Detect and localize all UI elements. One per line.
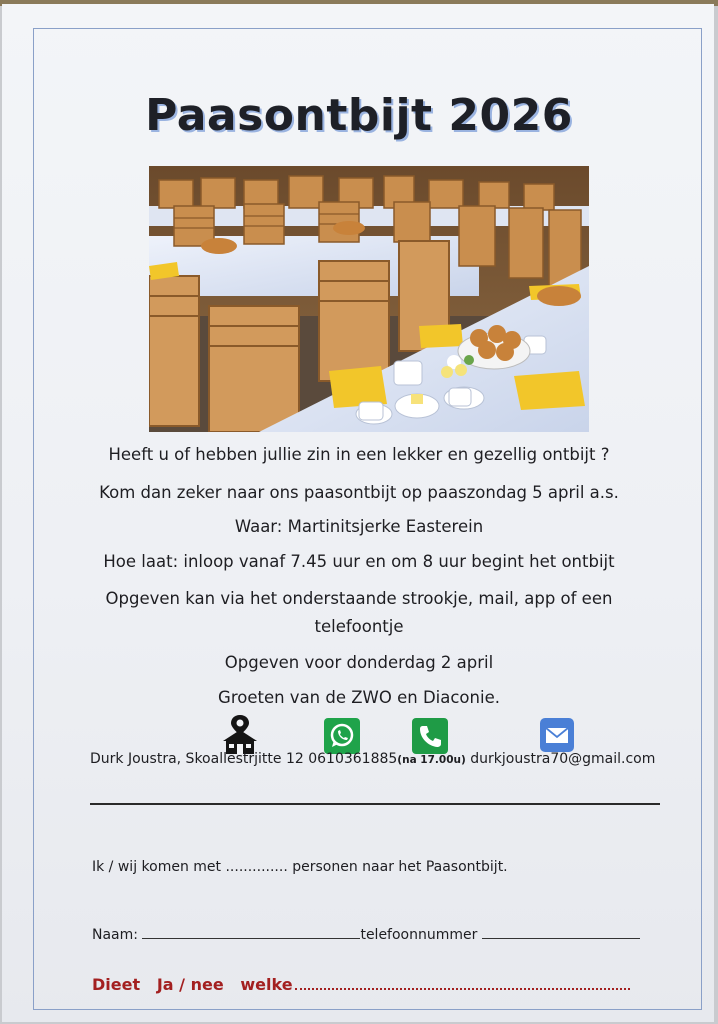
phone-field[interactable] xyxy=(482,926,640,939)
diet-field[interactable] xyxy=(295,976,630,990)
cut-line xyxy=(90,803,660,805)
time-text: Hoe laat: inloop vanaf 7.45 uur en om 8 uur begint het ontbijt xyxy=(103,552,615,571)
contact-phone: 0610361885 xyxy=(308,751,398,767)
question-text: Heeft u of hebben jullie zin in een lekker en gezellig ontbijt ? xyxy=(108,445,610,464)
contact-name-address: Durk Joustra, Skoallestrjitte 12 xyxy=(90,751,304,767)
contact-phone-note: (na 17.00u) xyxy=(397,754,466,766)
signup-text-line2: telefoontje xyxy=(314,617,404,636)
mail-icon xyxy=(540,718,576,754)
name-phone-line xyxy=(92,926,640,943)
diet-line xyxy=(92,975,630,994)
greeting-text: Groeten van de ZWO en Diaconie. xyxy=(218,688,500,707)
diet-label: Dieet xyxy=(92,975,141,994)
phone-icon xyxy=(412,718,448,754)
persons-blank[interactable]: .............. xyxy=(225,859,288,875)
location-text: Waar: Martinitsjerke Easterein xyxy=(234,517,484,536)
whatsapp-icon xyxy=(324,718,360,754)
diet-which-label: welke xyxy=(240,975,293,994)
phone-label: telefoonnummer xyxy=(360,927,478,943)
name-field[interactable] xyxy=(142,926,360,939)
house-location-icon xyxy=(219,713,255,749)
deadline-text: Opgeven voor donderdag 2 april xyxy=(224,653,494,672)
contact-email: durkjoustra70@gmail.com xyxy=(470,751,656,767)
breakfast-table-photo xyxy=(149,166,589,432)
invite-text: Kom dan zeker naar ons paasontbijt op paaszondag 5 april a.s. xyxy=(99,483,619,502)
diet-options[interactable]: Ja / nee xyxy=(156,975,224,994)
contact-line xyxy=(90,751,655,767)
persons-suffix: personen naar het Paasontbijt. xyxy=(292,859,508,875)
flyer-title: Paasontbijt 2026 xyxy=(145,90,573,141)
persons-prefix: Ik / wij komen met xyxy=(92,859,222,875)
persons-line xyxy=(92,859,508,875)
signup-text-line1: Opgeven kan via het onderstaande strookje, mail, app of een xyxy=(105,589,613,608)
name-label: Naam: xyxy=(92,927,138,943)
